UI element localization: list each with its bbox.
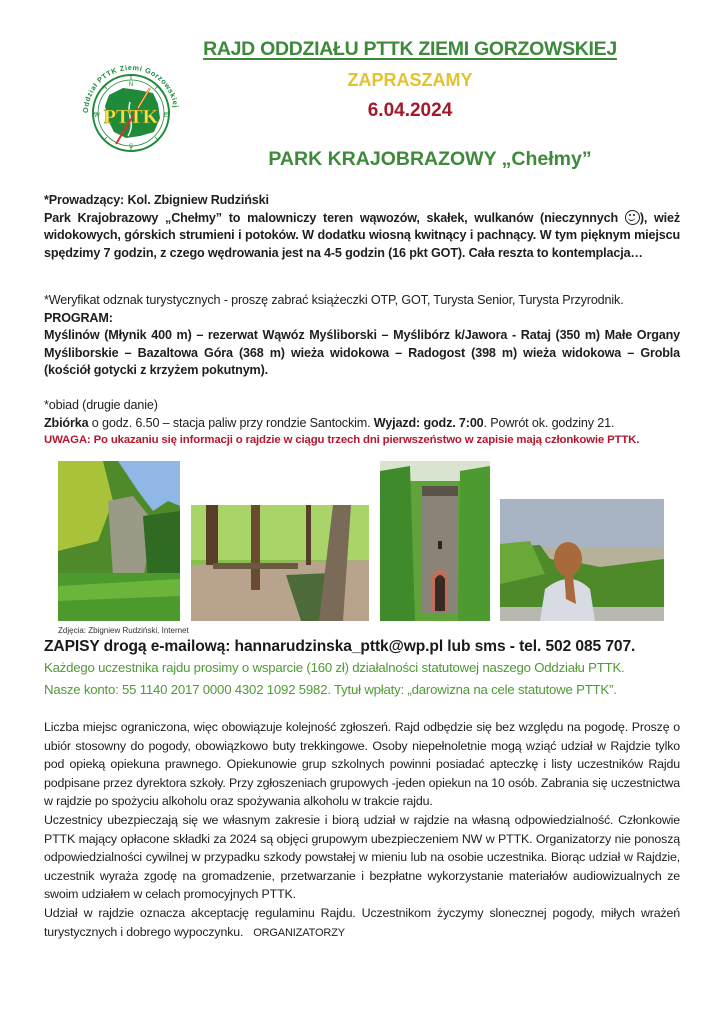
desc-part-1: Park Krajobrazowy „Chełmy” to malowniczy teren wąwozów, skałek, wulkanów (nieczynnych bbox=[44, 210, 625, 225]
program-route: Myślinów (Młynik 400 m) – rezerwat Wąwóz Myśliborski – Myślibórz k/Jawora - Rataj (350 m) Małe Organy Myśliborskie – Bazaltowa Góra (368 m) wieża widokowa – Radogost (398 m) wieża widokowa – Grobla (kościół gotycki z krzyżem pokutnym). bbox=[44, 328, 680, 377]
organizers-signature: ORGANIZATORZY bbox=[253, 926, 345, 939]
rules-paragraph-2: Uczestnicy ubezpieczają się we własnym zakresie i biorą udział w rajdzie na własną odpowiedzialność. Członkowie PTTK mający opłacone składki za 2024 są objęci grupowym ubezpieczeniem NW w PTTK. Organizatorzy nie ponoszą odpowiedzialności cywilnej w przypadku szkody powstałej w mieniu lub na osobie uczestnika. Biorąc udział w Rajdzie, uczestnik wyraża zgodę na gromadzenie, przetwarzanie i bezpłatne wykorzystanie materiałów audiowizualnych ze swoim udziałem w celach promocyjnych PTTK. bbox=[44, 812, 680, 902]
warning-note: UWAGA: Po ukazaniu się informacji o rajdzie w ciągu trzech dni pierwszeństwo w zapisie mają członkowie PTTK. bbox=[44, 434, 640, 446]
lunch-note: *obiad (drugie danie) bbox=[44, 398, 158, 412]
invite-heading: ZAPRASZAMY bbox=[347, 70, 473, 90]
event-date: 6.04.2024 bbox=[367, 100, 453, 121]
svg-text:W: W bbox=[94, 113, 100, 119]
rules-paragraph-1: Liczba miejsc ograniczona, więc obowiązuje kolejność zgłoszeń. Rajd odbędzie się bez względu na pogodę. Proszę o ubiór stosowny do pogody, obowiązkowo buty trekkingowe. Osoby niepełnoletnie mogą wziąć udział w Rajdzie tylko pod opieką opiekuna prawnego. Opiekunowie grup szkolnych powinni posiadać apteczkę i listy uczestników Rajdu podpisane przez dyrektora szkoły. Przy zgłoszeniach grupowych -jeden opiekun na 10 osób. Zabrania się uczestnictwa w rajdzie po spożyciu alkoholu oraz spożywania alkoholu w trakcie rajdu. bbox=[44, 720, 680, 809]
departure-time: Wyjazd: godz. 7:00 bbox=[373, 415, 484, 430]
park-name: PARK KRAJOBRAZOWY „Chełmy” bbox=[268, 148, 592, 170]
rules-closing: Udział w rajdzie oznacza akceptację regulaminu Rajdu. Uczestnikom życzymy slonecznej pogody, miłych wrażeń turystycznych i dobrego wypoczynku. bbox=[44, 905, 680, 939]
meeting-line bbox=[44, 415, 680, 433]
support-request: Każdego uczestnika rajdu prosimy o wsparcie (160 zł) działalności statutowej naszego Oddziału PTTK. bbox=[44, 660, 625, 675]
photo-viewpoint-girl bbox=[500, 499, 664, 621]
meeting-text: o godz. 6.50 – stacja paliw przy rondzie Santockim. bbox=[88, 415, 374, 430]
rules-paragraph-3 bbox=[44, 904, 680, 942]
photo-forest-stream bbox=[191, 505, 369, 621]
program-heading: PROGRAM: bbox=[44, 310, 113, 325]
photo-rocky-gorge bbox=[58, 461, 180, 621]
svg-text:Oddział PTTK Ziemi Gorzowskiej: Oddział PTTK Ziemi Gorzowskiej bbox=[80, 62, 181, 114]
program-section bbox=[44, 292, 680, 380]
park-description bbox=[44, 210, 680, 263]
logistics-section bbox=[44, 397, 680, 450]
return-time: . Powrót ok. godziny 21. bbox=[483, 415, 615, 430]
svg-text:PTTK: PTTK bbox=[103, 106, 159, 128]
svg-text:S: S bbox=[128, 144, 134, 150]
intro-section bbox=[44, 192, 680, 262]
pttk-logo bbox=[78, 60, 184, 166]
badge-verification-note: *Weryfikat odznak turystycznych - proszę zabrać książeczki OTP, GOT, Turysta Senior, Turysta Przyrodnik. bbox=[44, 293, 624, 307]
svg-text:E: E bbox=[163, 113, 169, 119]
desc-part-2: ), wież widokowych, górskich strumieni i potoków. W dodatku wiosną kwitnący i pachnący. W tym pięknym miejscu spędzimy 7 godzin, z czego wędrowania jest na 4-5 godzin (16 pkt GOT). Cała reszta to kontemplacja… bbox=[44, 210, 680, 260]
svg-text:N: N bbox=[128, 82, 134, 88]
meeting-label: Zbiórka bbox=[44, 415, 89, 430]
photo-credit: Zdjęcia: Zbigniew Rudziński, Internet bbox=[58, 626, 189, 635]
leader-line: *Prowadzący: Kol. Zbigniew Rudziński bbox=[44, 193, 269, 207]
smiley-icon bbox=[625, 210, 640, 225]
rules-section bbox=[44, 718, 680, 942]
event-title: RAJD ODDZIAŁU PTTK ZIEMI GORZOWSKIEJ bbox=[203, 38, 617, 60]
bank-account: Nasze konto: 55 1140 2017 0000 4302 1092 5982. Tytuł wpłaty: „darowizna na cele statutowe PTTK”. bbox=[44, 682, 617, 697]
signup-contact: ZAPISY drogą e-mailową: hannarudzinska_pttk@wp.pl lub sms - tel. 502 085 707. bbox=[44, 638, 636, 655]
photo-stone-tower bbox=[380, 461, 490, 621]
